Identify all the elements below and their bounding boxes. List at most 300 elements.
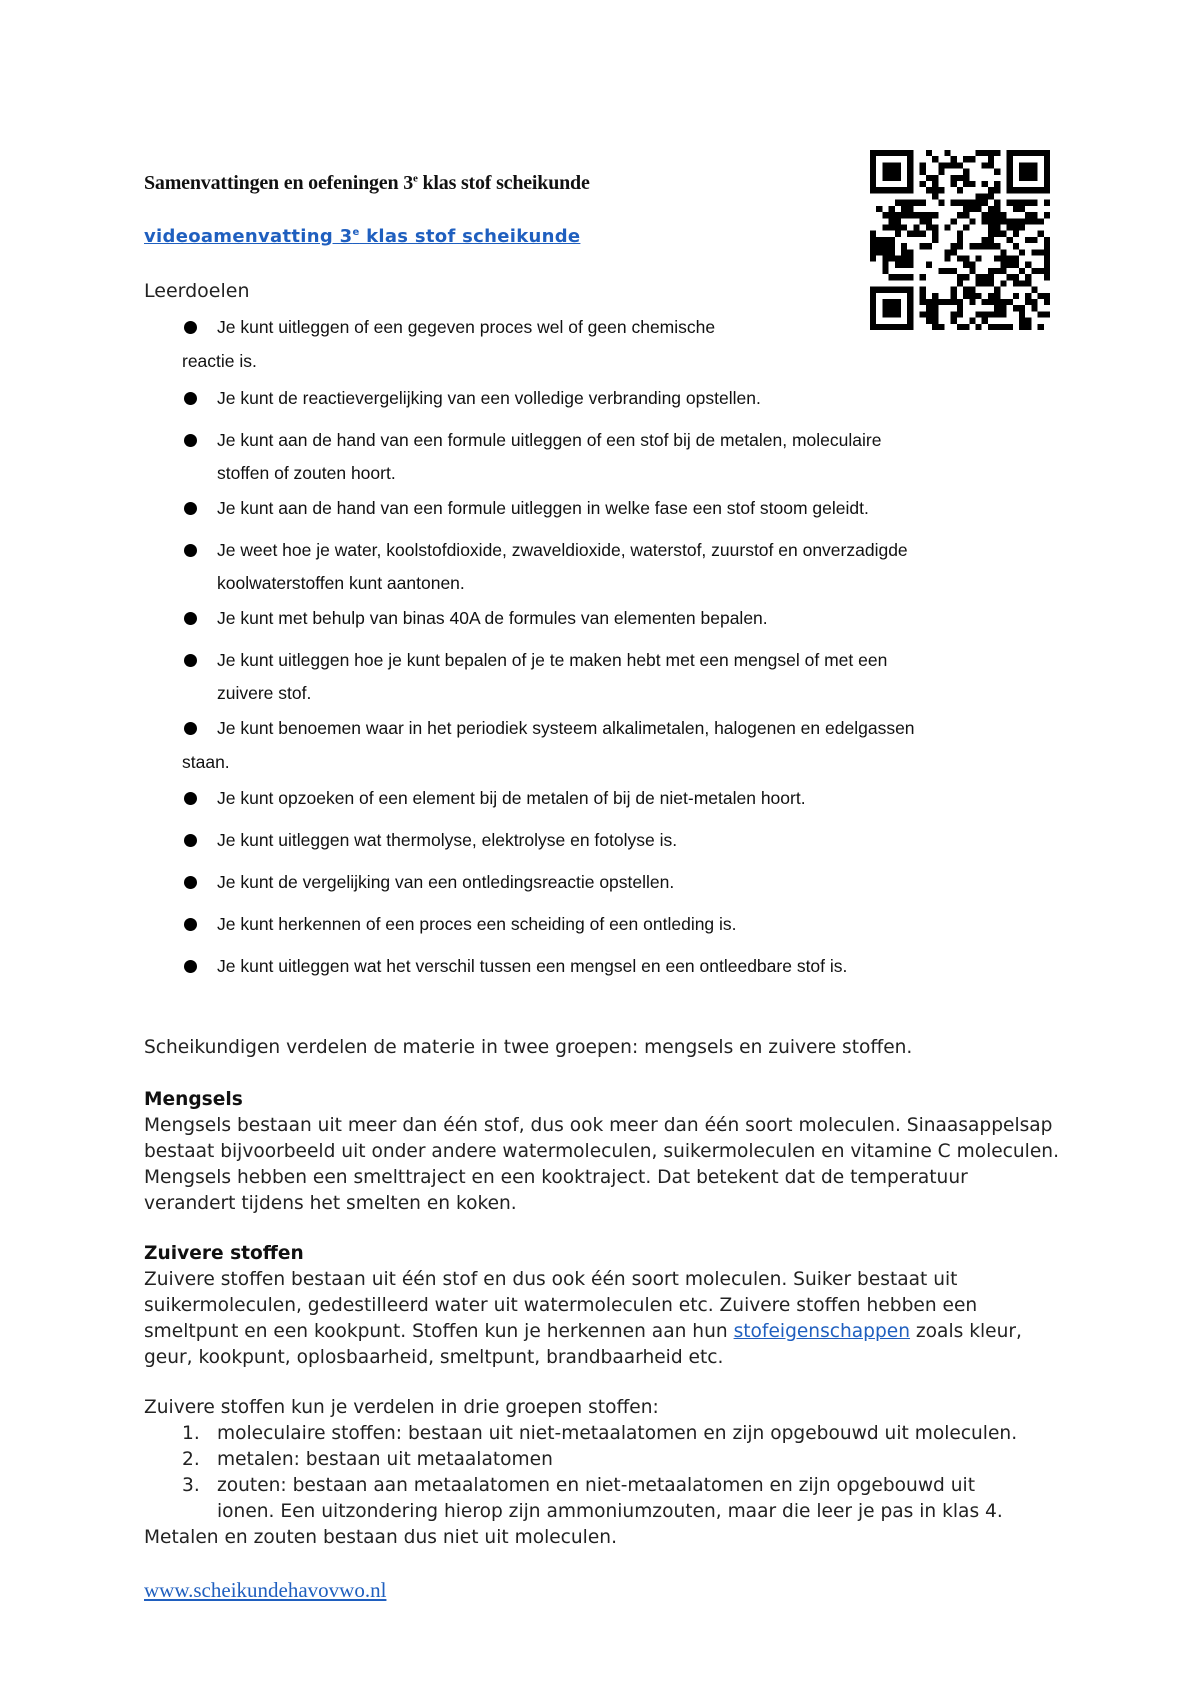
qr-module <box>994 311 1000 317</box>
qr-module <box>1025 262 1031 268</box>
qr-module <box>920 299 926 305</box>
qr-module <box>988 193 994 199</box>
bullet-icon <box>184 544 197 557</box>
qr-module <box>1025 175 1031 181</box>
qr-module <box>976 324 982 330</box>
qr-module <box>1044 181 1050 187</box>
qr-module <box>889 249 895 255</box>
qr-module <box>889 237 895 243</box>
qr-module <box>882 237 888 243</box>
qr-module <box>951 311 957 317</box>
qr-module <box>1038 218 1044 224</box>
qr-module <box>882 262 888 268</box>
qr-module <box>907 169 913 175</box>
qr-module <box>870 175 876 181</box>
qr-module <box>969 299 975 305</box>
qr-module <box>944 150 950 156</box>
groepen-intro: Zuivere stoffen kun je verdelen in drie groepen stoffen: <box>144 1397 659 1418</box>
qr-module <box>920 311 926 317</box>
qr-module <box>1044 256 1050 262</box>
qr-module <box>969 287 975 293</box>
qr-module <box>957 305 963 311</box>
qr-code-icon <box>870 150 1050 330</box>
qr-module <box>994 150 1000 156</box>
qr-module <box>1025 212 1031 218</box>
qr-module <box>882 256 888 262</box>
qr-module <box>988 274 994 280</box>
qr-module <box>895 311 901 317</box>
qr-module <box>988 156 994 162</box>
qr-module <box>994 256 1000 262</box>
qr-module <box>920 287 926 293</box>
qr-module <box>1000 212 1006 218</box>
qr-module <box>963 156 969 162</box>
qr-module <box>920 181 926 187</box>
qr-module <box>920 162 926 168</box>
qr-module <box>1019 318 1025 324</box>
qr-module <box>1019 169 1025 175</box>
qr-module <box>982 243 988 249</box>
qr-module <box>957 311 963 317</box>
qr-module <box>870 305 876 311</box>
qr-module <box>1038 311 1044 317</box>
qr-module <box>1044 187 1050 193</box>
qr-module <box>1025 218 1031 224</box>
qr-module <box>951 243 957 249</box>
bullet-icon <box>184 321 197 334</box>
qr-module <box>870 324 876 330</box>
qr-module <box>976 293 982 299</box>
qr-module <box>1019 187 1025 193</box>
qr-module <box>932 299 938 305</box>
qr-module <box>1025 274 1031 280</box>
qr-module <box>944 249 950 255</box>
qr-module <box>951 175 957 181</box>
qr-module <box>957 212 963 218</box>
qr-module <box>895 212 901 218</box>
qr-module <box>963 256 969 262</box>
qr-module <box>882 311 888 317</box>
qr-module <box>920 212 926 218</box>
qr-module <box>870 293 876 299</box>
qr-module <box>882 224 888 230</box>
qr-module <box>926 299 932 305</box>
qr-module <box>1031 249 1037 255</box>
qr-module <box>907 262 913 268</box>
qr-module <box>951 287 957 293</box>
qr-module <box>1013 293 1019 299</box>
qr-module <box>920 293 926 299</box>
qr-module <box>1044 299 1050 305</box>
bullet-icon <box>184 834 197 847</box>
qr-module <box>870 156 876 162</box>
qr-module <box>895 299 901 305</box>
qr-module <box>1019 206 1025 212</box>
qr-module <box>976 280 982 286</box>
qr-module <box>907 305 913 311</box>
qr-module <box>876 237 882 243</box>
qr-module <box>976 274 982 280</box>
bullet-icon <box>184 792 197 805</box>
qr-module <box>895 200 901 206</box>
bullet-icon <box>184 960 197 973</box>
qr-module <box>1044 237 1050 243</box>
qr-module <box>1019 224 1025 230</box>
qr-module <box>1007 187 1013 193</box>
qr-module <box>1044 243 1050 249</box>
qr-module <box>907 175 913 181</box>
qr-module <box>901 256 907 262</box>
qr-module <box>926 218 932 224</box>
qr-module <box>1000 305 1006 311</box>
qr-module <box>870 231 876 237</box>
qr-module <box>1000 249 1006 255</box>
qr-module <box>1044 274 1050 280</box>
qr-module <box>901 206 907 212</box>
qr-module <box>901 212 907 218</box>
qr-module <box>988 150 994 156</box>
qr-module <box>895 256 901 262</box>
qr-module <box>926 150 932 156</box>
qr-module <box>926 305 932 311</box>
qr-module <box>988 299 994 305</box>
qr-module <box>988 243 994 249</box>
qr-module <box>1031 287 1037 293</box>
qr-module <box>895 175 901 181</box>
qr-module <box>1019 218 1025 224</box>
qr-module <box>1044 311 1050 317</box>
qr-module <box>876 324 882 330</box>
qr-module <box>951 249 957 255</box>
qr-module <box>1007 237 1013 243</box>
qr-module <box>963 224 969 230</box>
qr-module <box>1044 268 1050 274</box>
qr-module <box>1031 162 1037 168</box>
qr-module <box>957 243 963 249</box>
qr-module <box>957 187 963 193</box>
qr-module <box>895 305 901 311</box>
qr-module <box>901 187 907 193</box>
qr-module <box>1038 293 1044 299</box>
qr-module <box>876 150 882 156</box>
qr-module <box>926 187 932 193</box>
qr-module <box>907 162 913 168</box>
qr-module <box>1025 200 1031 206</box>
qr-module <box>1000 311 1006 317</box>
qr-module <box>1025 150 1031 156</box>
qr-module <box>907 299 913 305</box>
qr-module <box>1038 231 1044 237</box>
qr-module <box>1031 218 1037 224</box>
bullet-icon <box>184 722 197 735</box>
qr-module <box>882 243 888 249</box>
qr-module <box>982 237 988 243</box>
qr-module <box>882 305 888 311</box>
qr-module <box>895 224 901 230</box>
qr-module <box>926 318 932 324</box>
qr-module <box>1013 305 1019 311</box>
qr-module <box>870 181 876 187</box>
qr-module <box>882 299 888 305</box>
qr-module <box>1044 262 1050 268</box>
qr-module <box>895 169 901 175</box>
qr-module <box>907 181 913 187</box>
qr-module <box>1044 200 1050 206</box>
qr-module <box>1013 274 1019 280</box>
qr-module <box>932 305 938 311</box>
qr-module <box>1025 280 1031 286</box>
qr-module <box>926 224 932 230</box>
stofeigenschappen-link[interactable]: stofeigenschappen <box>733 1321 911 1342</box>
qr-module <box>870 150 876 156</box>
qr-module <box>882 268 888 274</box>
bullet-icon <box>184 654 197 667</box>
qr-module <box>889 287 895 293</box>
video-summary-link[interactable]: videoamenvatting 3e klas stof scheikunde <box>144 226 581 247</box>
qr-module <box>1038 150 1044 156</box>
qr-module <box>926 243 932 249</box>
qr-module <box>1000 280 1006 286</box>
bullet-icon <box>184 434 197 447</box>
qr-module <box>944 299 950 305</box>
qr-module <box>1007 150 1013 156</box>
qr-module <box>957 231 963 237</box>
qr-module <box>876 287 882 293</box>
qr-module <box>982 218 988 224</box>
qr-module <box>876 187 882 193</box>
qr-module <box>1000 262 1006 268</box>
bullet-icon <box>184 612 197 625</box>
qr-module <box>1007 175 1013 181</box>
qr-module <box>963 293 969 299</box>
qr-module <box>1019 162 1025 168</box>
qr-module <box>1044 156 1050 162</box>
qr-module <box>1031 150 1037 156</box>
qr-module <box>1044 175 1050 181</box>
qr-module <box>932 293 938 299</box>
qr-module <box>870 162 876 168</box>
qr-module <box>1013 150 1019 156</box>
qr-module <box>1031 200 1037 206</box>
qr-module <box>969 218 975 224</box>
qr-module <box>1025 162 1031 168</box>
qr-module <box>907 324 913 330</box>
qr-module <box>1000 231 1006 237</box>
qr-module <box>957 299 963 305</box>
qr-module <box>907 287 913 293</box>
qr-module <box>907 231 913 237</box>
bullet-icon <box>184 392 197 405</box>
qr-module <box>982 181 988 187</box>
qr-module <box>969 156 975 162</box>
qr-module <box>1000 299 1006 305</box>
qr-module <box>969 243 975 249</box>
qr-module <box>920 169 926 175</box>
qr-module <box>932 181 938 187</box>
qr-module <box>994 268 1000 274</box>
qr-module <box>1007 262 1013 268</box>
qr-module <box>895 274 901 280</box>
qr-module <box>882 169 888 175</box>
qr-module <box>963 287 969 293</box>
qr-module <box>1019 175 1025 181</box>
qr-module <box>932 193 938 199</box>
qr-module <box>913 212 919 218</box>
qr-module <box>938 162 944 168</box>
qr-module <box>907 212 913 218</box>
qr-module <box>982 212 988 218</box>
qr-module <box>870 187 876 193</box>
qr-module <box>1000 324 1006 330</box>
qr-module <box>926 175 932 181</box>
qr-module <box>938 324 944 330</box>
qr-module <box>932 237 938 243</box>
qr-module <box>1038 268 1044 274</box>
qr-module <box>1031 299 1037 305</box>
qr-module <box>870 299 876 305</box>
bullet-icon <box>184 502 197 515</box>
qr-module <box>982 280 988 286</box>
qr-module <box>976 206 982 212</box>
qr-module <box>957 256 963 262</box>
qr-module <box>932 156 938 162</box>
qr-module <box>963 181 969 187</box>
qr-module <box>895 231 901 237</box>
qr-module <box>1019 200 1025 206</box>
qr-module <box>932 224 938 230</box>
qr-module <box>982 318 988 324</box>
qr-module <box>1025 318 1031 324</box>
qr-module <box>1044 150 1050 156</box>
qr-module <box>1025 169 1031 175</box>
qr-module <box>913 200 919 206</box>
qr-module <box>988 280 994 286</box>
qr-module <box>994 224 1000 230</box>
qr-module <box>969 181 975 187</box>
qr-module <box>901 150 907 156</box>
qr-module <box>889 324 895 330</box>
qr-module <box>882 162 888 168</box>
qr-module <box>963 324 969 330</box>
website-link[interactable]: www.scheikundehavovwo.nl <box>144 1578 387 1602</box>
qr-module <box>969 268 975 274</box>
qr-module <box>895 287 901 293</box>
qr-module <box>889 311 895 317</box>
qr-module <box>963 206 969 212</box>
qr-module <box>1019 249 1025 255</box>
qr-module <box>932 187 938 193</box>
qr-module <box>957 200 963 206</box>
qr-module <box>895 324 901 330</box>
qr-module <box>876 206 882 212</box>
qr-module <box>982 311 988 317</box>
qr-module <box>889 206 895 212</box>
qr-module <box>1038 187 1044 193</box>
qr-module <box>901 200 907 206</box>
qr-module <box>957 175 963 181</box>
qr-module <box>882 287 888 293</box>
qr-module <box>994 169 1000 175</box>
qr-module <box>882 249 888 255</box>
qr-module <box>870 287 876 293</box>
qr-module <box>913 224 919 230</box>
qr-module <box>889 299 895 305</box>
qr-module <box>901 224 907 230</box>
qr-module <box>932 212 938 218</box>
qr-module <box>988 212 994 218</box>
qr-module <box>901 287 907 293</box>
qr-module <box>944 268 950 274</box>
qr-module <box>994 299 1000 305</box>
qr-module <box>1019 268 1025 274</box>
qr-module <box>982 150 988 156</box>
qr-module <box>920 218 926 224</box>
qr-module <box>1007 169 1013 175</box>
qr-module <box>988 293 994 299</box>
qr-module <box>913 231 919 237</box>
qr-module <box>889 187 895 193</box>
qr-module <box>994 231 1000 237</box>
qr-module <box>951 200 957 206</box>
groepen-outro: Metalen en zouten bestaan dus niet uit moleculen. <box>144 1527 617 1548</box>
qr-module <box>907 187 913 193</box>
qr-module <box>1031 212 1037 218</box>
qr-module <box>895 150 901 156</box>
qr-module <box>1025 324 1031 330</box>
qr-module <box>969 293 975 299</box>
qr-module <box>876 243 882 249</box>
qr-module <box>1019 280 1025 286</box>
qr-module <box>938 169 944 175</box>
qr-module <box>1038 324 1044 330</box>
qr-module <box>889 274 895 280</box>
qr-module <box>870 256 876 262</box>
qr-module <box>988 206 994 212</box>
qr-module <box>988 218 994 224</box>
qr-module <box>920 243 926 249</box>
bullet-icon <box>184 876 197 889</box>
qr-module <box>907 206 913 212</box>
zuivere-heading: Zuivere stoffen <box>144 1243 304 1264</box>
qr-module <box>951 156 957 162</box>
qr-module <box>1007 256 1013 262</box>
zuivere-text: Zuivere stoffen bestaan uit één stof en dus ook één soort moleculen. Suiker bestaat uit suikermoleculen, gedestilleerd water uit watermoleculen etc. Zuivere stoffen hebben een smeltpunt en een kookpunt. Stoffen kun je herkennen aan hun stofeigenschappen zoals kleur, geur, kookpunt, oplosbaarheid, smeltpunt, brandbaarheid etc. <box>144 1269 1022 1368</box>
intro-paragraph: Scheikundigen verdelen de materie in twee groepen: mengsels en zuivere stoffen. <box>144 1037 913 1058</box>
qr-module <box>1019 311 1025 317</box>
qr-module <box>882 175 888 181</box>
qr-module <box>976 311 982 317</box>
qr-module <box>938 299 944 305</box>
qr-module <box>982 274 988 280</box>
qr-module <box>889 256 895 262</box>
qr-module <box>944 162 950 168</box>
qr-module <box>1025 293 1031 299</box>
qr-module <box>1031 237 1037 243</box>
qr-module <box>1000 268 1006 274</box>
qr-module <box>1025 187 1031 193</box>
zuivere-section <box>144 1241 1064 1371</box>
qr-module <box>994 187 1000 193</box>
qr-module <box>907 311 913 317</box>
qr-module <box>907 293 913 299</box>
qr-module <box>982 162 988 168</box>
qr-module <box>895 187 901 193</box>
qr-module <box>895 218 901 224</box>
qr-module <box>988 224 994 230</box>
qr-module <box>982 299 988 305</box>
qr-module <box>901 262 907 268</box>
qr-module <box>976 150 982 156</box>
